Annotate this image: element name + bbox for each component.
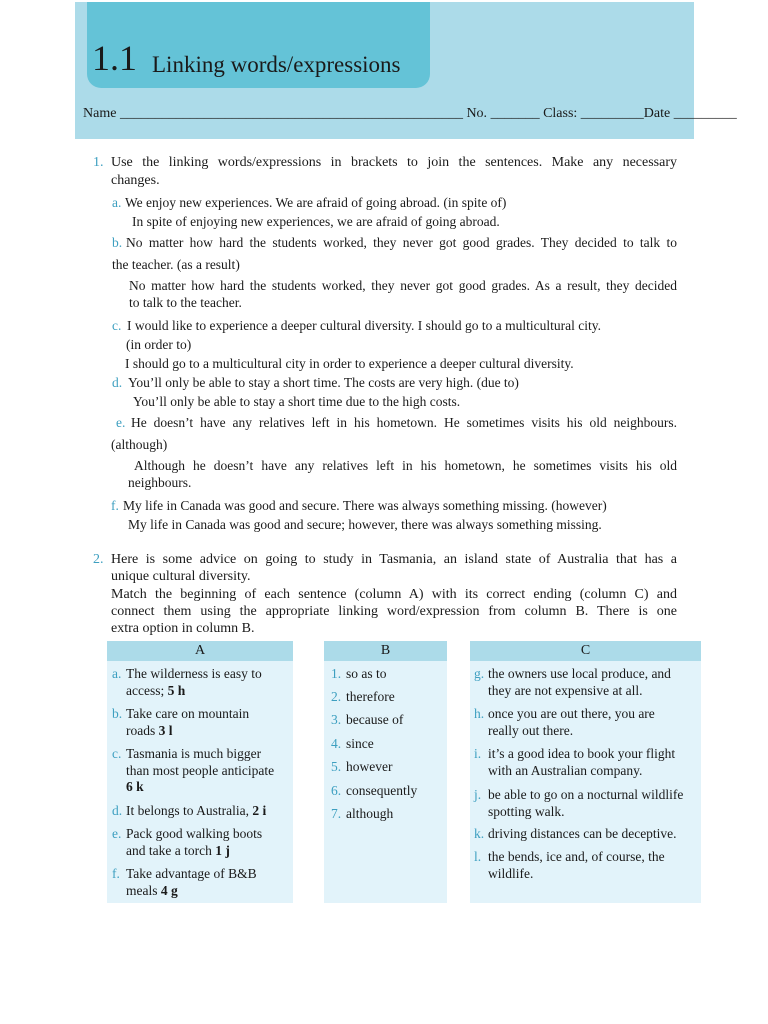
ex1-answer-b: No matter how hard the students worked, they never got good grades. As a result, they decided bbox=[129, 278, 677, 293]
column-a-item-label: f. bbox=[112, 866, 120, 881]
column-a-item-text: The wilderness is easy to bbox=[126, 666, 262, 681]
column-a-item-text: and take a torch bbox=[126, 842, 212, 858]
ex1-question-a: We enjoy new experiences. We are afraid of going abroad. (in spite of) bbox=[125, 195, 507, 210]
date-field[interactable]: _________ bbox=[673, 106, 737, 121]
column-c-item bbox=[474, 787, 698, 820]
column-c-item-text: once you are out there, you are bbox=[488, 706, 655, 721]
column-c-item-text: with an Australian company. bbox=[488, 762, 643, 778]
column-a-item bbox=[112, 706, 290, 739]
column-a-item-label: a. bbox=[112, 666, 122, 681]
column-b-item bbox=[331, 712, 443, 729]
class-label: Class: bbox=[543, 106, 578, 121]
column-c-item-label: l. bbox=[474, 849, 482, 864]
column-c-item-text: driving distances can be deceptive. bbox=[488, 826, 677, 841]
column-a-item-text: Take advantage of B&B bbox=[126, 866, 257, 881]
ex1-answer-e: Although he doesn’t have any relatives left in his hometown, he sometimes visits his old bbox=[134, 458, 677, 473]
column-a-item bbox=[112, 666, 290, 699]
column-a-item bbox=[112, 866, 290, 899]
column-b-item-label: 3. bbox=[331, 712, 342, 727]
column-c-item-text: the bends, ice and, of course, the bbox=[488, 849, 665, 864]
column-a-item bbox=[112, 826, 290, 859]
column-c-item-label: i. bbox=[474, 746, 482, 761]
column-b-item-label: 7. bbox=[331, 806, 342, 821]
column-a-item-text: It belongs to Australia, bbox=[126, 803, 249, 818]
column-b-item-label: 4. bbox=[331, 736, 342, 751]
column-a-item-text: access; bbox=[126, 682, 165, 698]
column-a-item-answer: 2 i bbox=[252, 803, 267, 818]
ex1-question-e-cont: (although) bbox=[111, 437, 168, 452]
ex1-answer-c: I should go to a multicultural city in order to experience a deeper cultural diversity. bbox=[125, 356, 574, 371]
exercise-2-instruction-cont: connect them using the appropriate linking word/expression from column B. There is one bbox=[111, 604, 677, 619]
column-a-item-answer: 1 j bbox=[215, 842, 230, 858]
column-b-item-text: so as to bbox=[346, 666, 387, 681]
column-a-item-answer: 5 h bbox=[167, 682, 186, 698]
column-a-item bbox=[112, 803, 290, 820]
column-a-item-text: Take care on mountain bbox=[126, 706, 250, 721]
exercise-1-instruction-cont: changes. bbox=[111, 173, 160, 188]
column-c-item-label: h. bbox=[474, 706, 485, 721]
number-field[interactable]: _______ bbox=[490, 106, 540, 121]
column-b-item-label: 2. bbox=[331, 689, 342, 704]
column-c-header: C bbox=[470, 641, 701, 661]
ex1-answer-b-cont: to talk to the teacher. bbox=[129, 295, 242, 310]
exercise-2-instruction: Match the beginning of each sentence (column A) with its correct ending (column C) and bbox=[111, 587, 677, 602]
ex1-item-label: e. bbox=[116, 415, 126, 430]
column-b-item-text: consequently bbox=[346, 783, 418, 798]
column-a-item-text: Pack good walking boots bbox=[126, 826, 263, 841]
column-a-item-answer: 6 k bbox=[126, 779, 144, 794]
column-a-item-label: e. bbox=[112, 826, 122, 841]
column-b-item-label: 6. bbox=[331, 783, 342, 798]
column-b-item-label: 5. bbox=[331, 759, 342, 774]
ex1-item-label: b. bbox=[112, 235, 123, 250]
ex1-question-b-cont: the teacher. (as a result) bbox=[112, 257, 240, 272]
column-b-header: B bbox=[324, 641, 447, 661]
column-a-item-text: meals bbox=[126, 882, 158, 898]
column-c-item bbox=[474, 746, 698, 779]
column-c-item bbox=[474, 666, 698, 699]
unit-number: 1.1 bbox=[92, 38, 137, 78]
column-c-item bbox=[474, 706, 698, 739]
column-a-item-label: d. bbox=[112, 803, 123, 818]
column-a-item-answer: 3 l bbox=[158, 722, 173, 738]
ex1-item-label: d. bbox=[112, 375, 123, 390]
column-b-item bbox=[331, 783, 443, 800]
name-field[interactable]: _________________________________________________ bbox=[119, 106, 463, 121]
exercise-2-intro-cont: unique cultural diversity. bbox=[111, 569, 251, 584]
column-b-item bbox=[331, 666, 443, 683]
column-c-item bbox=[474, 849, 698, 882]
column-a-item-text: than most people anticipate bbox=[126, 762, 275, 778]
column-b-item-text: although bbox=[346, 806, 394, 821]
ex1-answer-f: My life in Canada was good and secure; however, there was always something missing. bbox=[128, 517, 602, 532]
column-b-item bbox=[331, 759, 443, 776]
ex1-question-c: I would like to experience a deeper cultural diversity. I should go to a multicultural city. bbox=[127, 318, 601, 333]
name-label: Name bbox=[83, 106, 117, 121]
exercise-2-intro: Here is some advice on going to study in Tasmania, an island state of Australia that has a bbox=[111, 552, 677, 567]
ex1-answer-d: You’ll only be able to stay a short time due to the high costs. bbox=[133, 394, 461, 409]
ex1-question-b: No matter how hard the students worked, they never got good grades. They decided to talk to bbox=[126, 235, 677, 250]
ex1-question-e: He doesn’t have any relatives left in his hometown. He sometimes visits his old neighbours. bbox=[131, 415, 677, 430]
column-c-item-text: the owners use local produce, and bbox=[488, 666, 671, 681]
column-c-item-label: g. bbox=[474, 666, 485, 681]
ex1-question-c-cont: (in order to) bbox=[126, 337, 192, 352]
ex1-answer-a: In spite of enjoying new experiences, we are afraid of going abroad. bbox=[132, 214, 500, 229]
column-b-item-label: 1. bbox=[331, 666, 342, 681]
column-a-item bbox=[112, 746, 290, 796]
column-a-item-text: Tasmania is much bigger bbox=[126, 746, 262, 761]
column-c-item-text: really out there. bbox=[488, 722, 574, 738]
column-a-header: A bbox=[107, 641, 293, 661]
column-c-item-text: spotting walk. bbox=[488, 803, 565, 819]
ex1-item-label: f. bbox=[111, 498, 119, 513]
column-a-item-text: roads bbox=[126, 722, 156, 738]
column-b-item-text: because of bbox=[346, 712, 404, 727]
exercise-2-instruction-end: extra option in column B. bbox=[111, 621, 255, 636]
ex1-question-d: You’ll only be able to stay a short time. The costs are very high. (due to) bbox=[128, 375, 519, 390]
column-b-item bbox=[331, 736, 443, 753]
column-c-item-text: they are not expensive at all. bbox=[488, 682, 643, 698]
date-label: Date bbox=[643, 106, 671, 121]
column-a-item-label: b. bbox=[112, 706, 123, 721]
page-title: Linking words/expressions bbox=[152, 52, 401, 77]
column-b-item bbox=[331, 806, 443, 823]
column-c-item-label: j. bbox=[474, 787, 482, 802]
ex1-question-f: My life in Canada was good and secure. There was always something missing. (however) bbox=[123, 498, 607, 513]
exercise-2-number: 2. bbox=[93, 552, 104, 567]
column-b-item bbox=[331, 689, 443, 706]
exercise-1-instruction: Use the linking words/expressions in brackets to join the sentences. Make any necessary bbox=[111, 155, 677, 170]
column-c-item-text: be able to go on a nocturnal wildlife bbox=[488, 787, 684, 802]
column-a-item-answer: 4 g bbox=[160, 882, 178, 898]
ex1-item-label: a. bbox=[112, 195, 122, 210]
column-b-item-text: since bbox=[346, 736, 374, 751]
exercise-1-number: 1. bbox=[93, 155, 104, 170]
column-c-item-text: it’s a good idea to book your flight bbox=[488, 746, 676, 761]
column-b-item-text: therefore bbox=[346, 689, 395, 704]
column-c-item bbox=[474, 826, 698, 843]
number-label: No. bbox=[466, 106, 488, 121]
column-c-item-text: wildlife. bbox=[488, 865, 534, 881]
ex1-answer-e-cont: neighbours. bbox=[128, 475, 192, 490]
class-field[interactable]: _________ bbox=[580, 106, 644, 121]
column-c-item-label: k. bbox=[474, 826, 485, 841]
column-a-item-label: c. bbox=[112, 746, 122, 761]
student-info-line bbox=[83, 104, 768, 124]
column-b-item-text: however bbox=[346, 759, 393, 774]
ex1-item-label: c. bbox=[112, 318, 122, 333]
